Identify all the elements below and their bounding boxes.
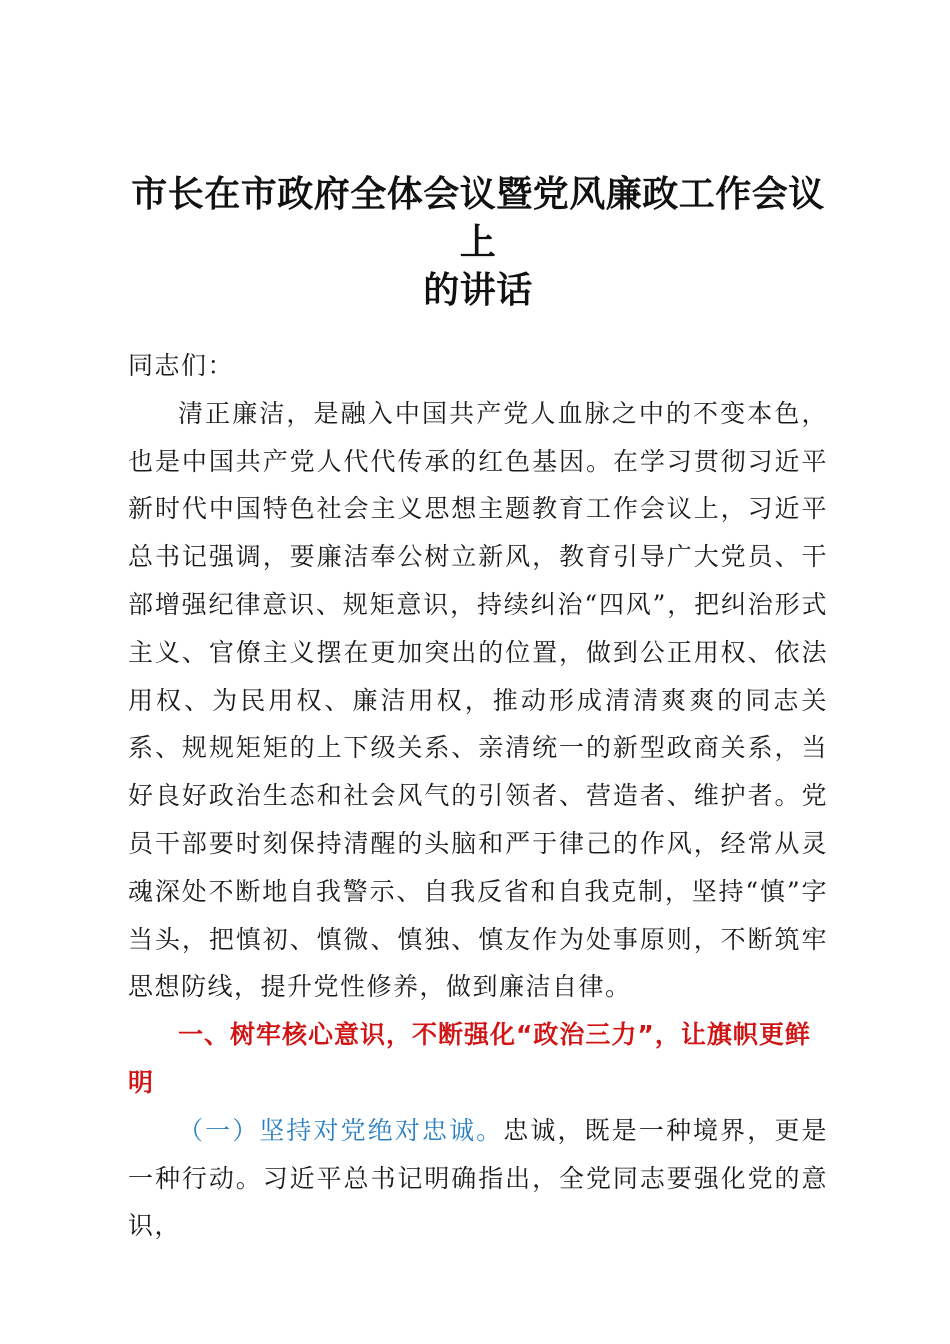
- document-title: [128, 170, 828, 314]
- salutation: 同志们：: [128, 351, 235, 380]
- subsection-1-text: 忠诚，既是一种境界，更是一种行动。习近平总书记明确指出，全党同志要强化党的意识，: [128, 1115, 828, 1241]
- subsection-1-paragraph: [128, 1107, 828, 1250]
- subsection-1-heading: （一）坚持对党绝对忠诚。: [178, 1115, 504, 1145]
- section-1-heading: 一、树牢核心意识，不断强化“政治三力”，让旗帜更鲜明: [128, 1020, 811, 1097]
- title-line-1: 市长在市政府全体会议暨党风廉政工作会议上: [131, 173, 825, 263]
- paragraph-1: 清正廉洁，是融入中国共产党人血脉之中的不变本色，也是中国共产党人代代传承的红色基因。在学习贯彻习近平新时代中国特色社会主义思想主题教育工作会议上，习近平总书记强调，要廉洁奉公树立新风，教育引导广大党员、干部增强纪律意识、规矩意识，持续纠治“四风”，把纠治形式主义、官僚主义摆在更加突出的位置，做到公正用权、依法用权、为民用权、廉洁用权，推动形成清清爽爽的同志关系、规规矩矩的上下级关系、亲清统一的新型政商关系，当好良好政治生态和社会风气的引领者、营造者、维护者。党员干部要时刻保持清醒的头脑和严于律己的作风，经常从灵魂深处不断地自我警示、自我反省和自我克制，坚持“慎”字当头，把慎初、慎微、慎独、慎友作为处事原则，不断筑牢思想防线，提升党性修养，做到廉洁自律。: [128, 398, 828, 1002]
- title-line-2: 的讲话: [423, 269, 533, 311]
- document-body: [128, 170, 828, 1250]
